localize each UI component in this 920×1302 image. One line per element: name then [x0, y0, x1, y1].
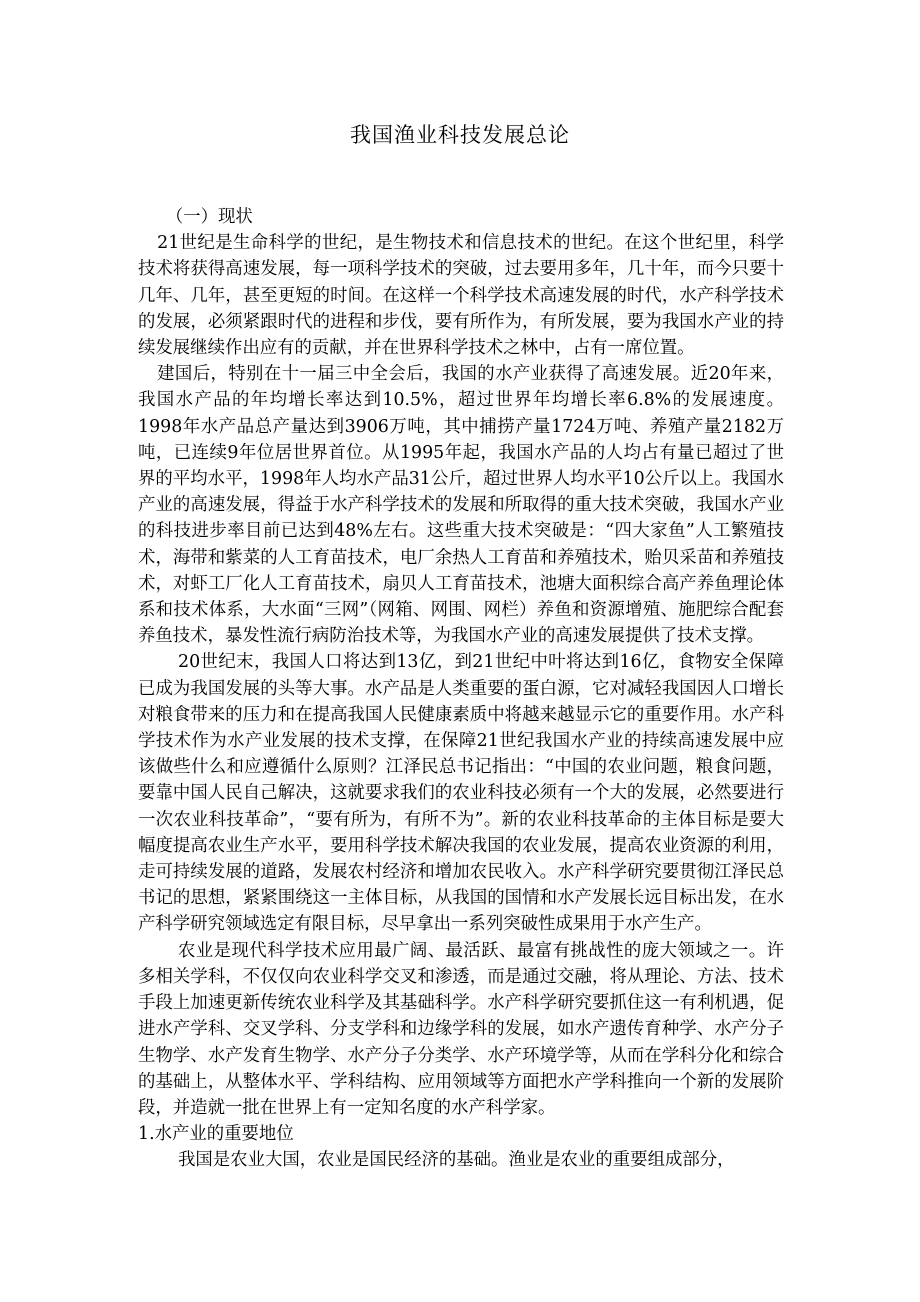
paragraph: 我国是农业大国，农业是国民经济的基础。渔业是农业的重要组成部分， [178, 1150, 735, 1171]
paragraph: 建国后，特别在十一届三中全会后，我国的水产业获得了高速发展。近20年来，我国水产品的年均增长率达到10.5%，超过世界年均增长率6.8%的发展速度。1998年水产品总产量达到3906万吨，其中捕捞产量1724万吨、养殖产量2182万吨，已连续9年位居世界首位。从1995年起，我国水产品的人均占有量已超过了世界的平均水平，1998年人均水产品31公斤，超过世界人均水平10公斤以上。我国水产业的高速发展，得益于水产科学技术的发展和所取得的重大技术突破，我国水产业的科技进步率目前已达到48%左右。这些重大技术突破是：“四大家鱼”人工繁殖技术，海带和紫菜的人工育苗技术，电厂余热人工育苗和养殖技术，贻贝采苗和养殖技术，对虾工厂化人工育苗技术，扇贝人工育苗技术，池塘大面积综合高产养鱼理论体系和技术体系，大水面“三网”（网箱、网围、网栏）养鱼和资源增殖、施肥综合配套养鱼技术，暴发性流行病防治技术等，为我国水产业的高速发展提供了技术支撑。 [138, 364, 784, 647]
subsection-heading: 1.水产业的重要地位 [138, 1124, 294, 1145]
paragraph: 20世纪末，我国人口将达到13亿，到21世纪中叶将达到16亿，食物安全保障已成为我国发展的头等大事。水产品是人类重要的蛋白源，它对减轻我国因人口增长对粮食带来的压力和在提高我国人民健康素质中将越来越显示它的重要作用。水产科学技术作为水产业发展的技术支撑，在保障21世纪我国水产业的持续高速发展中应该做些什么和应遵循什么原则？江泽民总书记指出：“中国的农业问题，粮食问题，要靠中国人民自己解决，这就要求我们的农业科技必须有一个大的发展，必然要进行一次农业科技革命”，“要有所为，有所不为”。新的农业科技革命的主体目标是要大幅度提高农业生产水平，要用科学技术解决我国的农业发展，提高农业资源的利用，走可持续发展的道路，发展农村经济和增加农民收入。水产科学研究要贯彻江泽民总书记的思想，紧紧围绕这一主体目标，从我国的国情和水产发展长远目标出发，在水产科学研究领域选定有限目标，尽早拿出一系列突破性成果用于水产生产。 [138, 652, 784, 935]
paragraph: 农业是现代科学技术应用最广阔、最活跃、最富有挑战性的庞大领域之一。许多相关学科，不仅仅向农业科学交叉和渗透，而是通过交融，将从理论、方法、技术手段上加速更新传统农业科学及其基础科学。水产科学研究要抓住这一有利机遇，促进水产学科、交叉学科、分支学科和边缘学科的发展，如水产遗传育种学、水产分子生物学、水产发育生物学、水产分子分类学、水产环境学等，从而在学科分化和综合的基础上，从整体水平、学科结构、应用领域等方面把水产学科推向一个新的发展阶段，并造就一批在世界上有一定知名度的水产科学家。 [138, 940, 784, 1118]
section-heading-status: （一）现状 [165, 207, 253, 227]
document-body [138, 204, 784, 1174]
paragraph: 21世纪是生命科学的世纪，是生物技术和信息技术的世纪。在这个世纪里，科学技术将获得高速发展，每一项科学技术的突破，过去要用多年，几十年，而今只要十几年、几年，甚至更短的时间。在这样一个科学技术高速发展的时代，水产科学技术的发展，必须紧跟时代的进程和步伐，要有所作为，有所发展，要为我国水产业的持续发展继续作出应有的贡献，并在世界科学技术之林中，占有一席位置。 [138, 233, 784, 359]
document-title: 我国渔业科技发展总论 [350, 123, 570, 147]
